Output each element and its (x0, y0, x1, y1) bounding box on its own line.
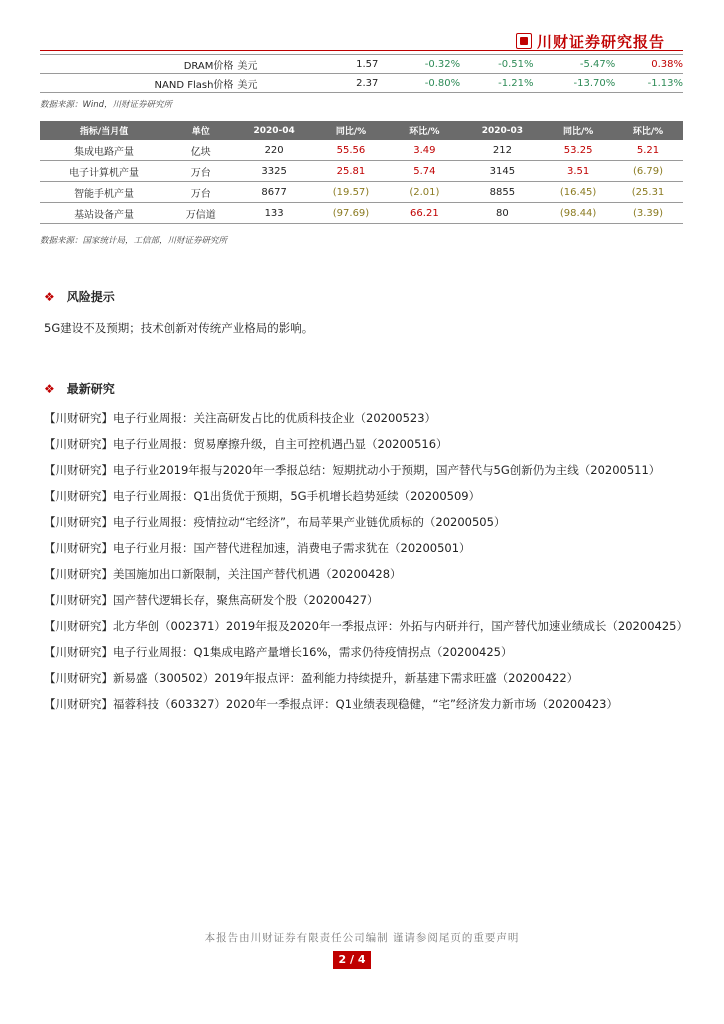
column-header: 指标/当月值 (40, 121, 168, 140)
cell: (2.01) (409, 186, 440, 198)
price-table (40, 54, 683, 93)
research-link[interactable]: 【川财研究】电子行业周报：疫情拉动“宅经济”，布局苹果产业链优质标的（20200505） (44, 515, 506, 529)
table-row (40, 74, 683, 93)
row-name: 电子计算机产量 (69, 167, 140, 179)
diamond-bullet-icon: ❖ (44, 289, 55, 304)
row-unit: 美元 (237, 79, 258, 91)
source-note: 数据来源：Wind，川财证券研究所 (40, 100, 173, 110)
cell: -1.13% (647, 77, 683, 89)
cell: -5.47% (579, 58, 616, 70)
row-name: 智能手机产量 (74, 188, 135, 200)
row-unit: 万信道 (185, 209, 216, 221)
cell: (97.69) (332, 207, 370, 219)
research-heading (44, 380, 115, 397)
cell: 8855 (489, 186, 516, 198)
row-name: NAND Flash价格 (154, 79, 234, 91)
research-list (44, 405, 688, 717)
research-link[interactable]: 【川财研究】北方华创（002371）2019年报及2020年一季报点评：外拓与内研并行，国产替代加速业绩成长（20200425） (44, 619, 688, 633)
cell: 25.81 (336, 165, 366, 177)
cell: 66.21 (410, 207, 439, 219)
brand-icon (516, 33, 532, 49)
cell: 1.57 (356, 58, 379, 70)
row-name: DRAM价格 (183, 60, 234, 72)
cell: -0.32% (424, 58, 461, 70)
page-number: 2 / 4 (333, 951, 371, 969)
row-name: 基站设备产量 (74, 209, 135, 221)
cell: (19.57) (332, 186, 370, 198)
cell: -13.70% (573, 77, 616, 89)
row-unit: 美元 (237, 60, 258, 72)
column-header: 单位 (168, 121, 233, 140)
cell: 220 (264, 144, 284, 156)
table-row (40, 55, 683, 74)
research-link[interactable]: 【川财研究】电子行业2019年报与2020年一季报总结：短期扰动小于预期，国产替代与5G创新仍为主线（20200511） (44, 463, 661, 477)
cell: (6.79) (632, 165, 664, 177)
section-title: 最新研究 (66, 382, 115, 396)
cell: -0.51% (498, 58, 534, 70)
row-unit: 万台 (190, 167, 211, 179)
cell: 55.56 (336, 144, 366, 156)
cell: 0.38% (651, 58, 683, 70)
cell: 80 (496, 207, 509, 219)
cell: 133 (264, 207, 284, 219)
footer-disclaimer: 本报告由川财证券有限责任公司编制 谨请参阅尾页的重要声明 (204, 932, 520, 944)
cell: 3145 (489, 165, 516, 177)
research-link[interactable]: 【川财研究】新易盛（300502）2019年报点评：盈利能力持续提升，新基建下需求旺盛（20200422） (44, 671, 579, 685)
cell: (25.31 (631, 186, 665, 198)
production-table (40, 121, 683, 224)
brand-title: 川财证券研究报告 (537, 32, 666, 51)
section-title: 风险提示 (66, 290, 115, 304)
cell: (98.44) (559, 207, 597, 219)
cell: 5.74 (413, 165, 436, 177)
research-link[interactable]: 【川财研究】国产替代逻辑长存，聚焦高研发个股（20200427） (44, 593, 379, 607)
brand-logo (516, 30, 665, 52)
research-link[interactable]: 【川财研究】电子行业周报：Q1集成电路产量增长16%，需求仍待疫情拐点（20200425） (44, 645, 513, 659)
research-link[interactable]: 【川财研究】美国施加出口新限制，关注国产替代机遇（20200428） (44, 567, 402, 581)
table-row (40, 161, 683, 182)
research-link[interactable]: 【川财研究】电子行业周报：贸易摩擦升级，自主可控机遇凸显（20200516） (44, 437, 448, 451)
row-unit: 万台 (190, 188, 211, 200)
cell: 3.49 (413, 144, 436, 156)
research-link[interactable]: 【川财研究】福蓉科技（603327）2020年一季报点评：Q1业绩表现稳健，“宅”经济发力新市场（20200423） (44, 697, 618, 711)
cell: 8677 (261, 186, 287, 198)
source-note: 数据来源：国家统计局，工信部，川财证券研究所 (40, 236, 228, 246)
diamond-bullet-icon: ❖ (44, 381, 55, 396)
row-unit: 亿块 (190, 146, 211, 158)
research-link[interactable]: 【川财研究】电子行业周报：关注高研发占比的优质科技企业（20200523） (44, 411, 437, 425)
column-header: 同比/% (543, 121, 613, 140)
table-row (40, 203, 683, 224)
table-row (40, 140, 683, 161)
cell: (16.45) (559, 186, 597, 198)
header-divider (40, 50, 683, 51)
column-header: 环比/% (387, 121, 462, 140)
cell: -0.80% (424, 77, 461, 89)
cell: -1.21% (498, 77, 534, 89)
cell: 2.37 (356, 77, 379, 89)
research-link[interactable]: 【川财研究】电子行业月报：国产替代进程加速，消费电子需求犹在（20200501） (44, 541, 471, 555)
cell: 5.21 (636, 144, 660, 156)
research-link[interactable]: 【川财研究】电子行业周报：Q1出货优于预期，5G手机增长趋势延续（20200509） (44, 489, 481, 503)
column-header: 2020-03 (462, 121, 544, 140)
column-header: 环比/% (613, 121, 683, 140)
column-header: 同比/% (315, 121, 387, 140)
row-name: 集成电路产量 (74, 146, 135, 158)
risk-text: 5G建设不及预期；技术创新对传统产业格局的影响。 (44, 321, 314, 335)
column-header: 2020-04 (233, 121, 315, 140)
table-row (40, 182, 683, 203)
cell: 3325 (261, 165, 287, 177)
cell: 212 (492, 144, 512, 156)
cell: (3.39) (632, 207, 664, 219)
risk-heading (44, 288, 115, 305)
table-header-row (40, 121, 683, 140)
cell: 3.51 (566, 165, 590, 177)
cell: 53.25 (563, 144, 593, 156)
